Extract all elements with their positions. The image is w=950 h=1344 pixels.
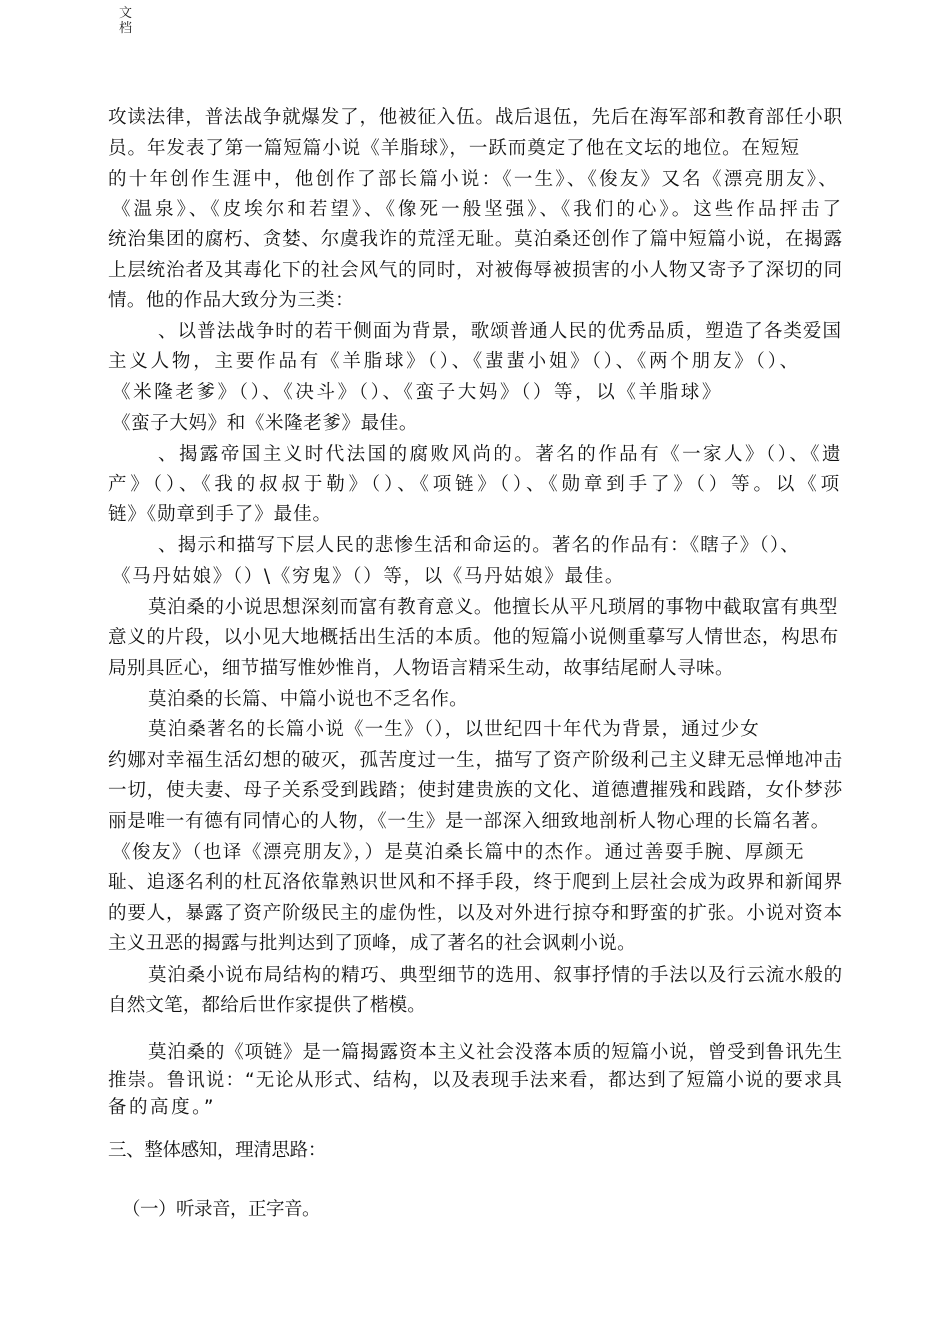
text-line: 《马丹姑娘》（）\《穷鬼》（）等，以《马丹姑娘》最佳。 — [112, 566, 625, 587]
text-line: 备的高度。” — [108, 1097, 216, 1118]
text-line: 《温泉》、《皮埃尔和若望》、《像死一般坚强》、《我们的心》。这些作品抨击了 — [112, 199, 844, 220]
text-line: 的十年创作生涯中，他创作了部长篇小说：《一生》、《俊友》又名《漂亮朋友》、 — [108, 169, 839, 190]
text-line: 约娜对幸福生活幻想的破灭，孤苦度过一生，描写了资产阶级利己主义肆无忌惮地冲击 — [108, 750, 843, 771]
text-line: 《俊友》（也译《漂亮朋友》，）是莫泊桑长篇中的杰作。通过善耍手腕、厚颜无 — [112, 842, 805, 863]
text-line: 丽是唯一有德有同情心的人物，《一生》是一部深入细致地剖析人物心理的长篇名著。 — [108, 811, 830, 832]
text-line: 攻读法律，普法战争就爆发了，他被征入伍。战后退伍，先后在海军部和教育部任小职 — [108, 107, 843, 128]
text-line: 统治集团的腐朽、贪婪、尔虞我诈的荒淫无耻。莫泊桑还创作了篇中短篇小说，在揭露 — [108, 229, 843, 250]
text-line: 局别具匠心，细节描写惟妙惟肖，人物语言精采生动，故事结尾耐人寻味。 — [108, 658, 734, 679]
text-line: 意义的片段，以小见大地概括出生活的本质。他的短篇小说侧重摹写人情世态，构思布 — [108, 627, 839, 648]
text-line: 、以普法战争时的若干侧面为背景，歌颂普通人民的优秀品质，塑造了各类爱国 — [158, 321, 842, 342]
text-line: 莫泊桑的长篇、中篇小说也不乏名作。 — [148, 689, 468, 710]
text-line: 情。他的作品大致分为三类： — [108, 290, 354, 311]
header-char: 文 — [119, 6, 133, 21]
text-line: 的要人，暴露了资产阶级民主的虚伪性，以及对外进行掠夺和野蛮的扩张。小说对资本 — [108, 903, 843, 924]
text-line: 主义人物，主要作品有《羊脂球》（）、《蜚蜚小姐》（）、《两个朋友》（）、 — [108, 351, 801, 372]
text-line: 《蛮子大妈》和《米隆老爹》最佳。 — [112, 413, 418, 434]
text-line: 员。年发表了第一篇短篇小说《羊脂球》，一跃而奠定了他在文坛的地位。在短短 — [108, 138, 800, 159]
text-line: 莫泊桑小说布局结构的精巧、典型细节的选用、叙事抒情的手法以及行云流水般的 — [148, 965, 843, 986]
text-line: 耻、追逐名利的杜瓦洛依靠熟识世风和不择手段，终于爬到上层社会成为政界和新闻界 — [108, 872, 843, 893]
text-line: 《米隆老爹》（）、《决斗》（）、《蛮子大妈》（）等，以《羊脂球》 — [112, 382, 723, 403]
text-line: 推崇。鲁讯说：“无论从形式、结构，以及表现手法来看，都达到了短篇小说的要求具 — [108, 1070, 843, 1091]
text-line: 、揭露帝国主义时代法国的腐败风尚的。著名的作品有《一家人》（）、《遗 — [158, 444, 843, 465]
text-line: 主义丑恶的揭露与批判达到了顶峰，成了著名的社会讽刺小说。 — [108, 933, 636, 954]
page-header — [119, 6, 139, 36]
text-line: 产》（）、《我的叔叔于勒》（）、《项链》（）、《勋章到手了》（）等。以《项 — [108, 474, 843, 495]
text-line: 链》《勋章到手了》最佳。 — [108, 504, 332, 525]
text-line: 莫泊桑的小说思想深刻而富有教育意义。他擅长从平凡琐屑的事物中截取富有典型 — [148, 597, 838, 618]
text-line: 、揭示和描写下层人民的悲惨生活和命运的。著名的作品有：《瞎子》（）、 — [158, 535, 800, 556]
section-heading: 三、整体感知，理清思路： — [108, 1140, 326, 1161]
text-line: 一切，使夫妻、母子关系受到践踏；使封建贵族的文化、道德遭摧残和践踏，女仆梦莎 — [108, 780, 843, 801]
text-line: 自然文笔，都给后世作家提供了楷模。 — [108, 995, 426, 1016]
text-line: 莫泊桑著名的长篇小说《一生》（），以世纪四十年代为背景，通过少女 — [148, 719, 760, 740]
subsection-heading: （一）听录音，正字音。 — [122, 1199, 320, 1220]
text-line: 莫泊桑的《项链》是一篇揭露资本主义社会没落本质的短篇小说，曾受到鲁讯先生 — [148, 1042, 843, 1063]
text-line: 上层统治者及其毒化下的社会风气的同时，对被侮辱被损害的小人物又寄予了深切的同 — [108, 260, 843, 281]
header-char: 档 — [119, 21, 133, 36]
